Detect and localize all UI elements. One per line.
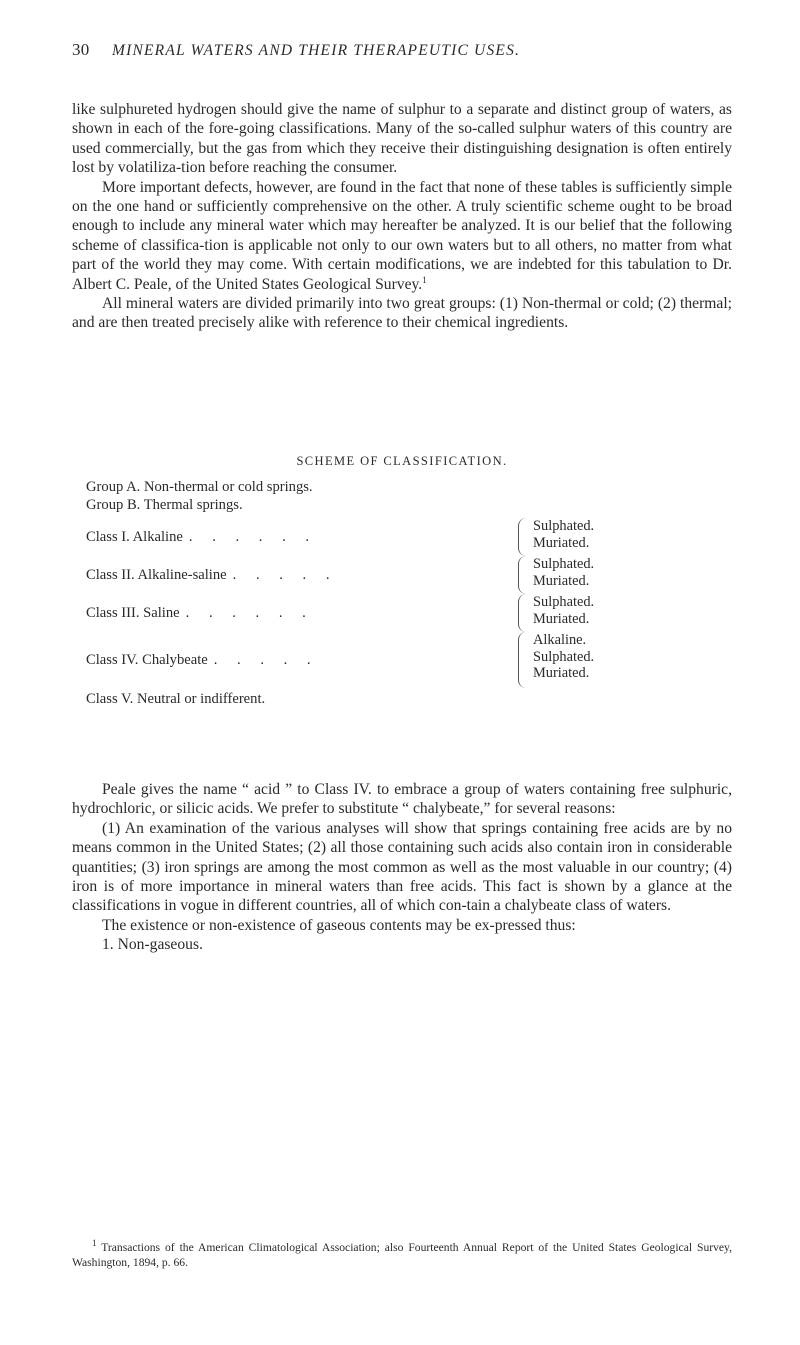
- brace-icon: [518, 632, 529, 688]
- class-v: Class V. Neutral or indifferent.: [86, 691, 266, 707]
- subdivision: Alkaline.: [533, 632, 587, 648]
- footnote-marker: 1: [422, 274, 427, 285]
- running-title: MINERAL WATERS AND THEIR THERAPEUTIC USES.: [112, 42, 521, 59]
- subdivision: Sulphated.: [533, 648, 595, 665]
- paragraph: More important defects, however, are found in the fact that none of these tables is sufficiently simple on the one hand or sufficiently comprehensive on the other. A truly scientific scheme ought to be broad enough to include any mineral water which may hereafter be analyzed. It is our belief that the following scheme of classifica-tion is applicable not only to our own waters but to all others, no matter from what part of the world they may come. With certain modifications, we are indebted for this tabulation to Dr. Albert C. Peale, of the United States Geological Survey.$^1$: [72, 178, 732, 293]
- subdivision-list: [533, 556, 594, 589]
- footnote-text: Transactions of the American Climatological Association; also Fourteenth Annual Report of the United States Geological Survey, Washington, 1894, p. 66.: [72, 1241, 732, 1269]
- paragraph: The existence or non-existence of gaseous contents may be ex-pressed thus:: [102, 916, 576, 934]
- subdivision: Sulphated.: [533, 556, 595, 572]
- class-label: Class II. Alkaline-saline: [86, 567, 227, 583]
- leader-dots: . . . . .: [232, 567, 338, 583]
- page-number: 30: [72, 40, 90, 59]
- group-a: Group A. Non-thermal or cold springs.: [86, 479, 313, 495]
- subdivision: Muriated.: [533, 534, 590, 551]
- footnote-marker: 1: [92, 1238, 97, 1249]
- subdivision-list: [533, 632, 594, 682]
- paragraph: like sulphureted hydrogen should give the name of sulphur to a separate and distinct group of waters, as shown in each of the fore-going classifications. Many of the so-called sulphur waters of this country are used commercially, but the gas from which they receive their distinguishing designation is often entirely lost by volatiliza-tion before reaching the consumer.: [72, 101, 732, 177]
- class-row: [86, 632, 732, 688]
- class-row: [86, 594, 732, 632]
- paragraph: Peale gives the name “ acid ” to Class IV. to embrace a group of waters containing free sulphuric, hydrochloric, or silicic acids. We prefer to substitute “ chalybeate,” for several reasons:: [72, 781, 732, 818]
- class-label: Class III. Saline: [86, 605, 180, 621]
- brace-icon: [518, 594, 529, 632]
- subdivision: Sulphated.: [533, 594, 595, 610]
- class-row: [86, 518, 732, 556]
- class-label: Class I. Alkaline: [86, 529, 183, 545]
- leader-dots: . . . . . .: [185, 605, 314, 621]
- classification-scheme: [72, 452, 732, 708]
- class-row: [86, 556, 732, 594]
- subdivision: Sulphated.: [533, 518, 595, 534]
- subdivision: Muriated.: [533, 665, 590, 681]
- brace-icon: [518, 518, 529, 556]
- subdivision-list: [533, 594, 594, 627]
- leader-dots: . . . . . .: [188, 529, 318, 545]
- group-b: Group B. Thermal springs.: [86, 497, 243, 513]
- paragraph: (1) An examination of the various analyses will show that springs containing free acids are by no means common in the United States; (2) all those containing such acids also contain iron in considerable quantities; (3) iron springs are among the most common as well as the most valuable in our country; (4) iron is of more importance in mineral waters than free acids. This fact is shown by a glance at the classifications in vogue in different countries, all of which con-tain a chalybeate class of waters.: [72, 819, 732, 915]
- class-label: Class IV. Chalybeate: [86, 652, 208, 668]
- leader-dots: . . . . .: [213, 652, 319, 668]
- running-head: [72, 40, 732, 66]
- paragraph: All mineral waters are divided primarily into two great groups: (1) Non-thermal or cold; (2) thermal; and are then treated precisely alike with reference to their chemical ingredients.: [72, 295, 732, 332]
- body-text-bottom: [72, 780, 732, 955]
- scheme-title: SCHEME OF CLASSIFICATION.: [296, 454, 508, 468]
- body-text-top: [72, 100, 732, 333]
- subdivision: Muriated.: [533, 610, 590, 627]
- list-item: 1. Non-gaseous.: [102, 936, 203, 954]
- brace-icon: [518, 556, 529, 594]
- footnote: [72, 1240, 732, 1270]
- subdivision: Muriated.: [533, 572, 590, 589]
- subdivision-list: [533, 518, 594, 551]
